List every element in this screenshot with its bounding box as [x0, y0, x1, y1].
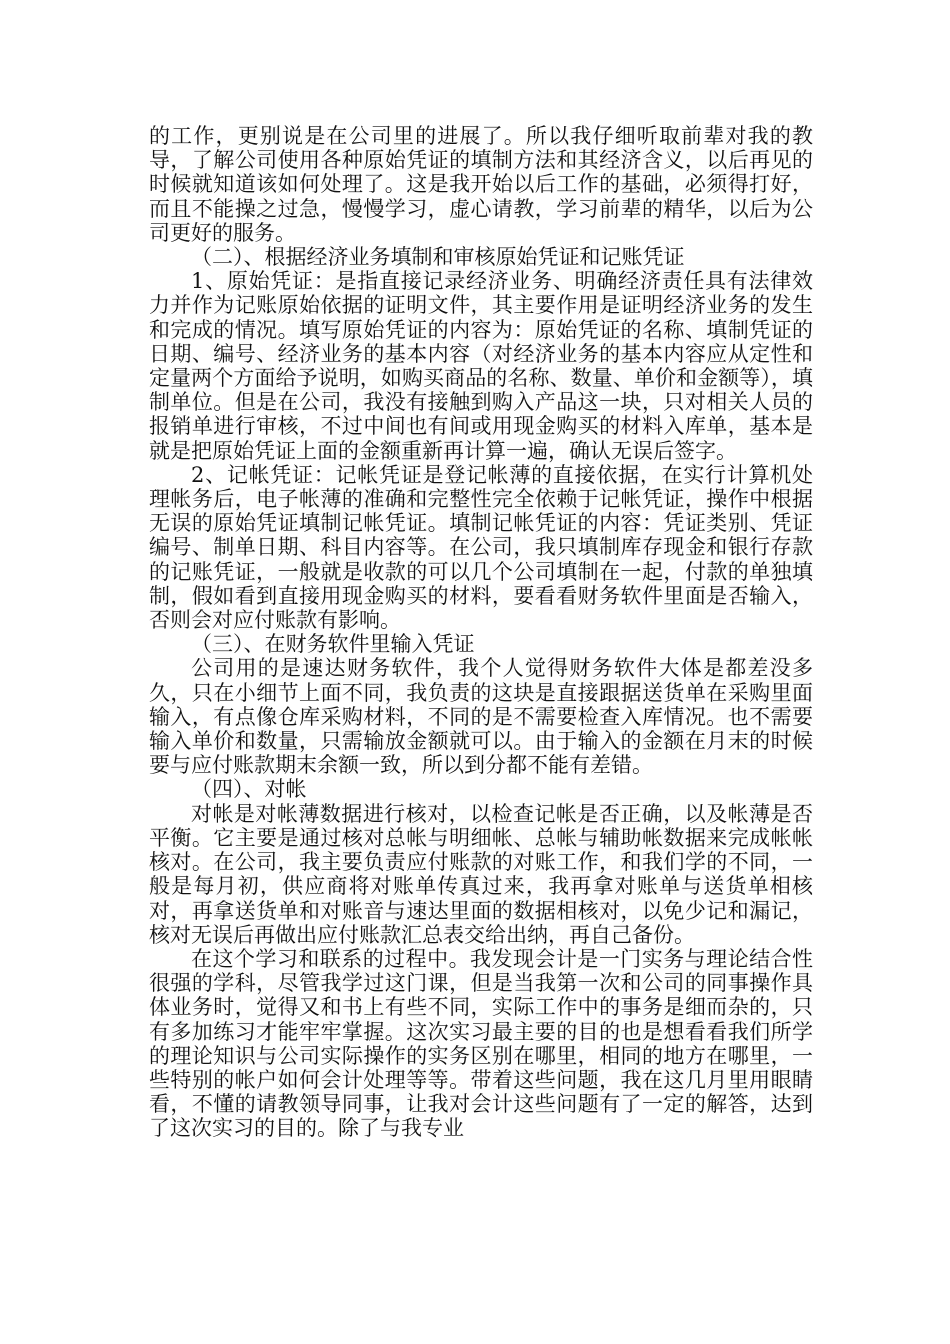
paragraph-learning-summary: 在这个学习和联系的过程中。我发现会计是一门实务与理论结合性很强的学科，尽管我学过这门课，但是当我第一次和公司的同事操作具体业务时，觉得又和书上有些不同，实际工作中的事务是细而杂的，只有多加练习才能牢牢掌握。这次实习最主要的目的也是想看看我们所学的理论知识与公司实际操作的实务区别在哪里，相同的地方在哪里，一些特别的帐户如何会计处理等等。带着这些问题，我在这几月里用眼睛看，不懂的请教领导同事，让我对会计这些问题有了一定的解答，达到了这次实习的目的。除了与我专业	[149, 946, 813, 1141]
paragraph-reconciliation: 对帐是对帐薄数据进行核对，以检查记帐是否正确，以及帐薄是否平衡。它主要是通过核对总帐与明细帐、总帐与辅助帐数据来完成帐帐核对。在公司，我主要负责应付账款的对账工作，和我们学的不同，一般是每月初，供应商将对账单传真过来，我再拿对账单与送货单相核对，再拿送货单和对账音与速达里面的数据相核对，以免少记和漏记，核对无误后再做出应付账款汇总表交给出纳，再自己备份。	[149, 801, 813, 947]
paragraph-bookkeeping-voucher: 2、记帐凭证：记帐凭证是登记帐薄的直接依据，在实行计算机处理帐务后，电子帐薄的准确和完整性完全依赖于记帐凭证，操作中根据无误的原始凭证填制记帐凭证。填制记帐凭证的内容：凭证类别、凭证编号、制单日期、科目内容等。在公司，我只填制库存现金和银行存款的记账凭证，一般就是收款的可以几个公司填制在一起，付款的单独填制，假如看到直接用现金购买的材料，要看看财务软件里面是否输入，否则会对应付账款有影响。	[149, 462, 813, 633]
section-heading-4: （四）、对帐	[191, 777, 307, 802]
paragraph-finance-software: 公司用的是速达财务软件，我个人觉得财务软件大体是都差没多久，只在小细节上面不同，我负责的这块是直接跟据送货单在采购里面输入，有点像仓库采购材料，不同的是不需要检查入库情况。也不需要输入单价和数量，只需输放金额就可以。由于输入的金额在月末的时候要与应付账款期末余额一致，所以到分都不能有差错。	[149, 656, 813, 778]
paragraph-original-voucher: 1、原始凭证：是指直接记录经济业务、明确经济责任具有法律效力并作为记账原始依据的证明文件，其主要作用是证明经济业务的发生和完成的情况。填写原始凭证的内容为：原始凭证的名称、填制凭证的日期、编号、经济业务的基本内容（对经济业务的基本内容应从定性和定量两个方面给予说明，如购买商品的名称、数量、单价和金额等），填制单位。但是在公司，我没有接触到购入产品这一块，只对相关人员的报销单进行审核，不过中间也有间或用现金购买的材料入库单，基本是就是把原始凭证上面的金额重新再计算一遍，确认无误后签字。	[149, 269, 813, 463]
section-heading-3: （三）、在财务软件里输入凭证	[191, 632, 475, 657]
section-heading-2: （二）、根据经济业务填制和审核原始凭证和记账凭证	[191, 245, 685, 270]
document-body	[149, 124, 813, 1141]
paragraph-intro: 的工作，更别说是在公司里的进展了。所以我仔细听取前辈对我的教导，了解公司使用各种原始凭证的填制方法和其经济含义，以后再见的时候就知道该如何处理了。这是我开始以后工作的基础，必须得打好，而且不能操之过急，慢慢学习，虚心请教，学习前辈的精华，以后为公司更好的服务。	[149, 124, 813, 245]
